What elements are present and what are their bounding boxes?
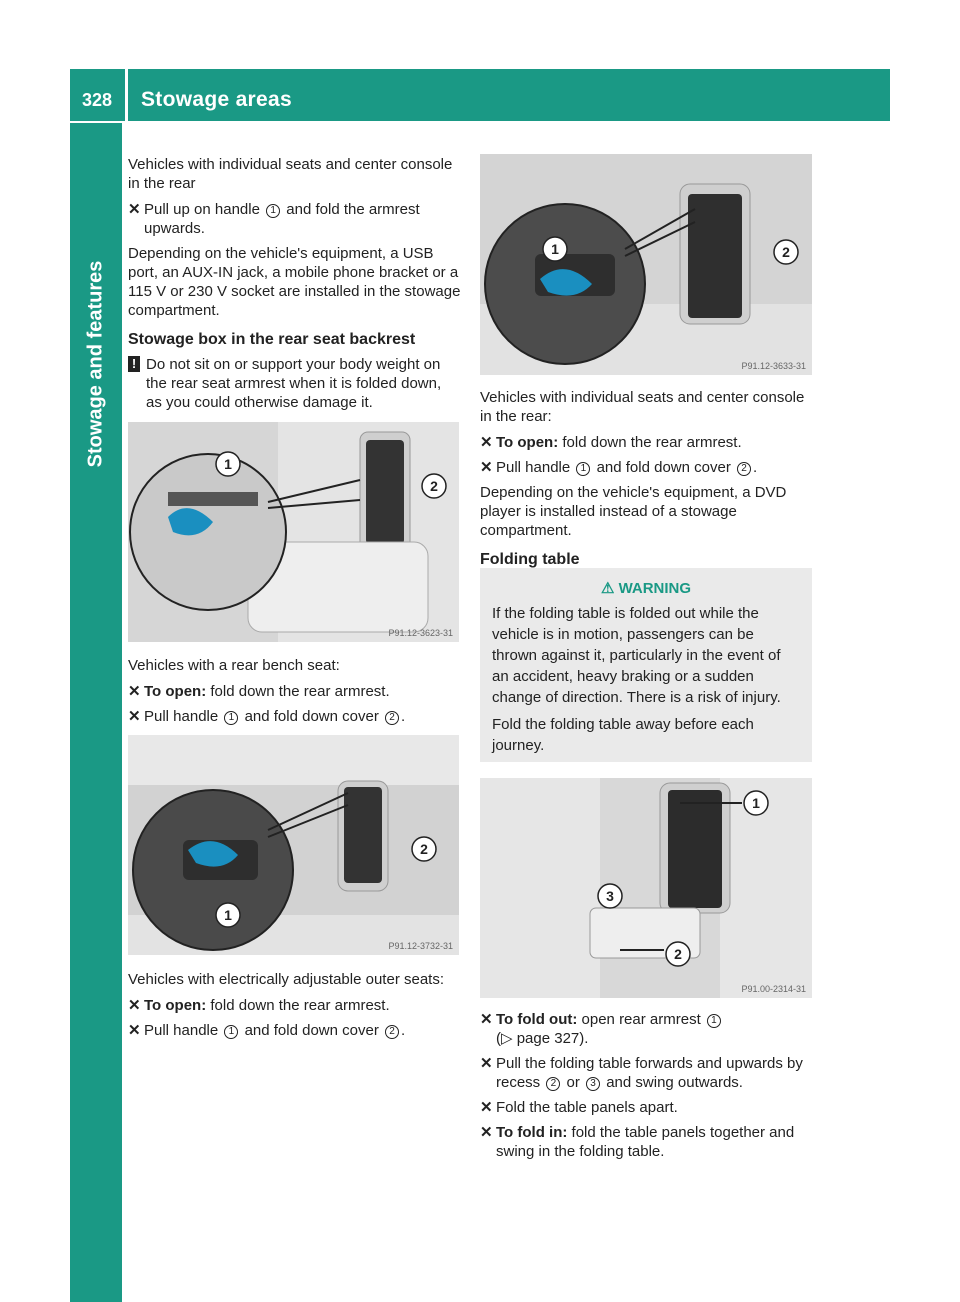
figure-4-illustration: [480, 778, 812, 998]
warning-box: [480, 568, 812, 762]
step-pull-handle-electric: ✕ Pull handle 1 and fold down cover 2 .: [128, 1022, 406, 1039]
left-column-electric: [128, 970, 461, 1046]
figure-individual-seats: [480, 154, 812, 375]
caution-text: Do not sit on or support your body weight on the rear seat armrest when it is folded down, as you could otherwise damage it.: [146, 356, 442, 411]
right-intro: Vehicles with individual seats and center console in the rear:: [480, 389, 805, 425]
caution-icon: !: [128, 356, 140, 372]
callout-3-icon: 3: [586, 1077, 600, 1091]
svg-text:1: 1: [224, 456, 232, 472]
electric-intro: Vehicles with electrically adjustable outer seats:: [128, 971, 444, 988]
figure-2-illustration: [128, 735, 459, 955]
figure-bench-seat: [128, 735, 459, 955]
figure-folding-table: [480, 778, 812, 998]
left-column-bench: [128, 656, 461, 732]
right-column-top: [480, 388, 813, 575]
figure-4-code: P91.00-2314-31: [741, 984, 806, 994]
callout-1-icon: 1: [224, 711, 238, 725]
callout-2-icon: 2: [385, 1025, 399, 1039]
header-divider: [125, 69, 128, 121]
warning-triangle-icon: ⚠: [600, 580, 615, 597]
step-arrow-icon: ✕: [128, 201, 141, 218]
svg-text:1: 1: [752, 795, 760, 811]
right-equipment-para: Depending on the vehicle's equipment, a DVD player is installed instead of a stowage compartment.: [480, 484, 787, 539]
figure-3-illustration: [480, 154, 812, 375]
step-fold-apart: ✕ Fold the table panels apart.: [480, 1099, 678, 1116]
right-column-bottom: [480, 1010, 813, 1167]
svg-text:2: 2: [782, 244, 790, 260]
section-heading-folding-table: Folding table: [480, 551, 580, 568]
left-intro: Vehicles with individual seats and center console in the rear: [128, 156, 453, 192]
figure-1-code: P91.12-3623-31: [388, 628, 453, 638]
step-fold-out: ✕ To fold out: open rear armrest 1 (▷ page 327).: [480, 1010, 813, 1048]
page-number: 328: [82, 90, 113, 110]
section-heading-stowage-box: Stowage box in the rear seat backrest: [128, 331, 416, 348]
caution-note: [128, 355, 461, 412]
callout-1-icon: 1: [224, 1025, 238, 1039]
svg-text:1: 1: [224, 907, 232, 923]
svg-text:1: 1: [551, 241, 559, 257]
step-open-bench: ✕ To open: fold down the rear armrest.: [128, 683, 390, 700]
callout-1-icon: 1: [707, 1014, 721, 1028]
warning-title: WARNING: [618, 580, 692, 597]
step-fold-in: ✕ To fold in: fold the table panels together and swing in the folding table.: [480, 1124, 795, 1160]
step-open-right: ✕ To open: fold down the rear armrest.: [480, 434, 742, 451]
step-pull-up: ✕ Pull up on handle 1 and fold the armrest upwards.: [128, 201, 420, 237]
side-tab-label: Stowage and features: [84, 260, 107, 468]
figure-2-code: P91.12-3732-31: [388, 941, 453, 951]
figure-rear-seat-backrest: [128, 422, 459, 642]
figure-3-code: P91.12-3633-31: [741, 361, 806, 371]
step-pull-handle-bench: ✕ Pull handle 1 and fold down cover 2 .: [128, 708, 406, 725]
warning-header: [492, 578, 800, 599]
callout-2-icon: 2: [385, 711, 399, 725]
callout-1-icon: 1: [266, 204, 280, 218]
figure-1-illustration: [128, 422, 459, 642]
chapter-title: Stowage areas: [141, 88, 292, 111]
svg-text:3: 3: [606, 888, 614, 904]
callout-2-icon: 2: [546, 1077, 560, 1091]
left-equipment-para: Depending on the vehicle's equipment, a USB port, an AUX-IN jack, a mobile phone bracket or a 115 V or 230 V socket are installed in the stowage compartment.: [128, 245, 461, 319]
svg-text:2: 2: [674, 946, 682, 962]
side-tab-label-box: [70, 123, 122, 606]
svg-text:2: 2: [420, 841, 428, 857]
bench-intro: Vehicles with a rear bench seat:: [128, 657, 340, 674]
step-pull-handle-right: ✕ Pull handle 1 and fold down cover 2 .: [480, 459, 758, 476]
step-open-electric: ✕ To open: fold down the rear armrest.: [128, 997, 390, 1014]
callout-1-icon: 1: [576, 462, 590, 476]
callout-2-icon: 2: [737, 462, 751, 476]
warning-text-1: If the folding table is folded out while the vehicle is in motion, passengers can be thrown against it, particularly in the event of an accident, heavy braking or a sudden change of direction. There is a risk of injury.: [492, 605, 781, 706]
warning-text-2: Fold the folding table away before each journey.: [492, 716, 754, 754]
svg-text:2: 2: [430, 478, 438, 494]
page-reference-link[interactable]: (▷ page 327).: [496, 1030, 589, 1047]
step-pull-table: ✕ Pull the folding table forwards and upwards by recess 2 or 3 and swing outwards.: [480, 1055, 803, 1091]
left-column-top: [128, 155, 461, 420]
